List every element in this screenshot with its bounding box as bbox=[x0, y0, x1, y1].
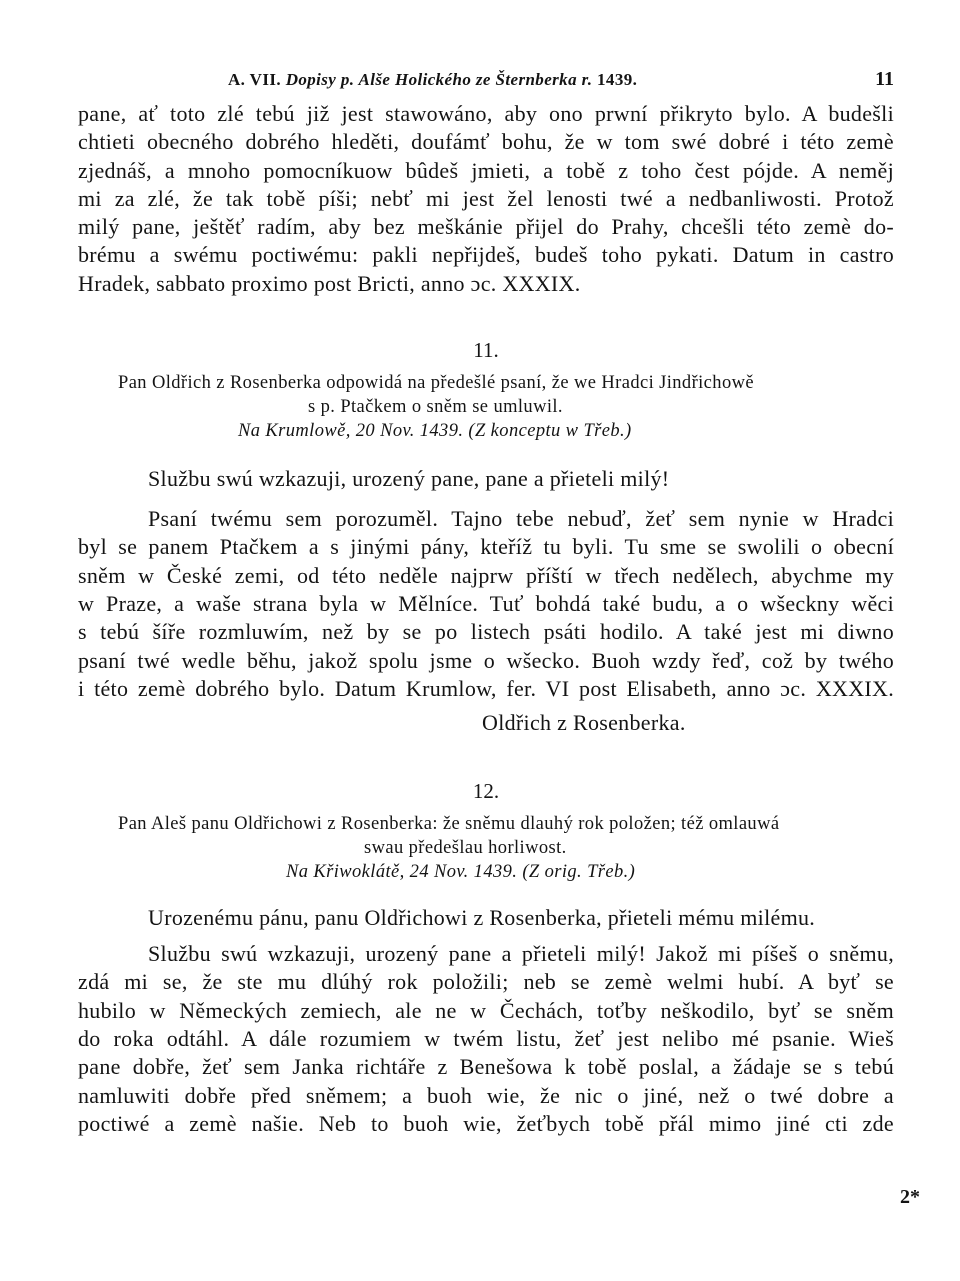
text-line: namluwiti dobře před sněmem; a buoh wie, že nic o jiné, než o twé dobre a bbox=[78, 1082, 894, 1108]
text-line: hubilo w Německých zemiech, ale ne w Čechách, toťby neškodilo, byť se sněm bbox=[78, 997, 894, 1023]
letter-number: 12. bbox=[472, 779, 500, 804]
text-line: Hradek, sabbato proximo post Bricti, anno ɔc. XXXIX. bbox=[78, 270, 581, 296]
intro-paragraph bbox=[78, 100, 894, 298]
text-line: psaní twé wedle běhu, jakož spolu jsme o wšecko. Buoh wzdy řeď, což by twého bbox=[78, 647, 894, 673]
letter-number: 11. bbox=[473, 338, 499, 363]
heading-line: s p. Ptačkem o sněm se umluwil. bbox=[308, 397, 563, 418]
text-line: s tebú šíře rozmluwím, než by se po listech psáti hodilo. A také jest mi diwno bbox=[78, 619, 894, 645]
text-line: Službu swú wzkazuji, urozený pane a přieteli milý! Jakož mi píšeš o sněmu, bbox=[148, 941, 894, 967]
running-header bbox=[78, 60, 894, 100]
heading-dateline: Na Křiwoklátě, 24 Nov. 1439. (Z orig. Třeb.) bbox=[286, 862, 636, 883]
signature: Oldřich z Rosenberka. bbox=[482, 710, 686, 736]
text-line: Psaní twému sem porozuměl. Tajno tebe nebuď, žeť sem nynie w Hradci bbox=[148, 506, 894, 532]
document-page bbox=[78, 60, 894, 1138]
text-line: sněm w České zemi, od této neděle najprw příští w třech nedělech, abychme my bbox=[78, 562, 894, 588]
page-number: 11 bbox=[875, 68, 894, 90]
heading-dateline: Na Krumlowě, 20 Nov. 1439. (Z konceptu w Třeb.) bbox=[238, 421, 632, 442]
text-line: brému a swému poctiwému: pakli nepřijdeš, budeš toho pykati. Datum in castro bbox=[78, 242, 894, 268]
text-line: pane, ať toto zlé tebú již jest stawowáno, aby ono prwní přikryto bylo. A budešli bbox=[78, 101, 894, 126]
running-title bbox=[228, 70, 637, 90]
text-line: poctiwé a zemè našie. Neb to buoh wie, žeťbych tobě přál mimo jiné cti zde bbox=[78, 1110, 894, 1136]
text-line: zjednáš, a mnoho pomocníkuow bûdeš jmieti, a tobě z toho čest pójde. A neměj bbox=[78, 157, 894, 183]
heading-line: Pan Oldřich z Rosenberka odpowidá na předešlé psaní, že we Hradci Jindřichowě bbox=[118, 373, 754, 394]
section-label: A. VII. bbox=[228, 70, 282, 89]
letter-heading bbox=[78, 371, 894, 443]
signature-mark: 2* bbox=[900, 1186, 920, 1208]
salutation: Službu swú wzkazuji, urozený pane, pane a přieteli milý! bbox=[148, 466, 670, 492]
text-line: chtieti obecného dobrého hleděti, doufámť bohu, že w tom swé dobré i této zemè bbox=[78, 129, 894, 155]
text-line: i této zemè dobrého bylo. Datum Krumlow, fer. VI post Elisabeth, anno ɔc. XXXIX. bbox=[78, 675, 894, 701]
heading-line: swau předešlau horliwost. bbox=[364, 838, 567, 859]
letter-body bbox=[78, 940, 894, 1138]
salutation: Urozenému pánu, panu Oldřichowi z Rosenberka, přieteli mému milému. bbox=[148, 905, 816, 931]
text-line: do roka odtáhl. A dále rozumiem w twém listu, žeť jest nelibo mé psanie. Wieš bbox=[78, 1026, 894, 1052]
text-line: mi za zlé, že tak tobě píši; nebť mi jest žel lenosti twé a nedbanliwosti. Protož bbox=[78, 185, 894, 211]
letter-body bbox=[78, 505, 894, 703]
text-line: pane dobře, žeť sem Janka richtáře z Benešowa k tobě poslal, a žádaje se s tebú bbox=[78, 1054, 894, 1080]
text-line: milý pane, ještěť radím, aby bez meškánie přijel do Prahy, chcešli této zemè do- bbox=[78, 214, 894, 240]
text-line: byl se panem Ptačkem a s jinými pány, kteříž tu byli. Tu sme se swolili o obecní bbox=[78, 534, 894, 560]
heading-line: Pan Aleš panu Oldřichowi z Rosenberka: že sněmu dlauhý rok položen; též omlauwá bbox=[118, 814, 780, 835]
text-line: w Praze, a waše strana byla w Mělníce. Tuť bohdá také budu, a o wšeckny wěci bbox=[78, 590, 894, 616]
text-line: zdá mi se, že ste mu dlúhý rok položili; neb se zemè welmi hubí. A byť se bbox=[78, 969, 894, 995]
section-title: Dopisy p. Alše Holického ze Šternberka r. bbox=[285, 70, 593, 89]
letter-heading bbox=[78, 812, 894, 884]
title-year: 1439. bbox=[597, 70, 638, 89]
